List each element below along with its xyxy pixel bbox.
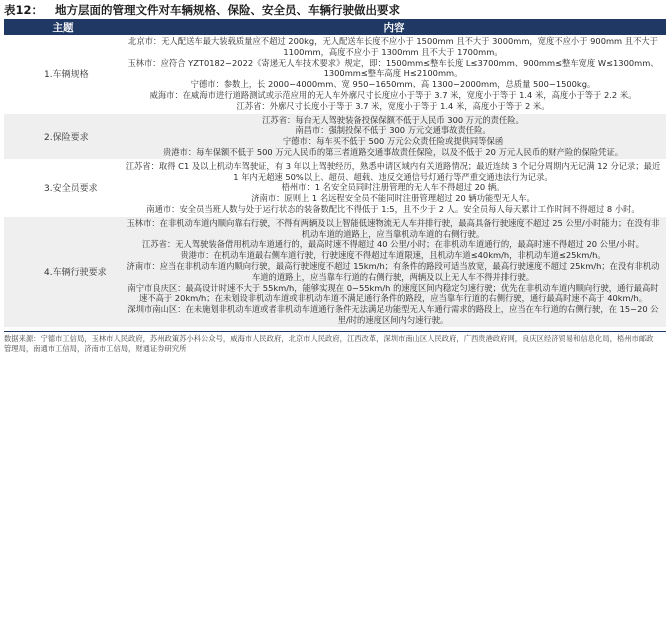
content-cell — [122, 113, 666, 159]
table-row-vehicle-specs — [4, 35, 666, 113]
entry-ningde: 宁德市：每车买不低于 500 万元公众责任险或提供同等保函 — [282, 136, 504, 147]
entry-jinan: 济南市：原则上 1 名远程安全员不能同时注册管理超过 20 辆功能型无人车。 — [251, 193, 535, 204]
requirements-table — [4, 21, 666, 328]
header-topic: 主题 — [4, 21, 122, 35]
data-source-note: 数据来源：宁德市工信局，玉林市人民政府，苏州政策苏小科公众号，威海市人民政府，北京市人民政府，江西改革，深圳市南山区人民政府，广西贵港政府网，良庆区经济贸易和信息化局，梧州市邮政管理局，南通市工信局，济南市工信局，财通证券研究所 — [4, 331, 666, 354]
table-number: 表12： — [4, 3, 44, 17]
entry-nanning-liangqing: 南宁市良庆区：最高设计时速不大于 55km/h，能够实现在 0−55km/h 的速度区间内稳定匀速行驶；优先在非机动车道内顺向行驶，通行最高时速不高于 20km/h；在未划设非机动车道或非机动车道不满足通行条件的路段，应当靠车行道的右侧行驶，通行最高时速不高于 40km/h。 — [127, 282, 659, 304]
entry-jiangsu: 江苏省：外廓尺寸长度小于等于 3.7 米，宽度小于等于 1.4 米，高度小于等于 2 米。 — [236, 100, 550, 111]
topic-cell: 4.车辆行驶要求 — [4, 216, 122, 327]
entry-weihai: 威海市：在威海市进行道路测试或示范应用的无人车外廓尺寸长度应小于等于 3.7 米，宽度小于等于 1.4 米，高度小于等于 2.2 米。 — [149, 89, 637, 100]
entry-guigang: 贵港市：在机动车道最右侧车道行驶，行驶速度不得超过车道限速，且机动车道≤40km/h，非机动车道≤25km/h。 — [180, 250, 606, 261]
topic-cell: 2.保险要求 — [4, 113, 122, 159]
topic-cell: 1.车辆规格 — [4, 35, 122, 113]
table-header-row — [4, 21, 666, 35]
table-row-driving — [4, 216, 666, 327]
entry-yulin: 玉林市：应符合 YZT0182−2022《寄递无人车技术要求》规定，即：1500mm≤整车长度 L≤3700mm、900mm≤整车宽度 W≤1300mm、1300mm≤整车高度 H≤2100mm。 — [127, 57, 659, 79]
content-cell — [122, 159, 666, 216]
table-caption — [4, 2, 666, 18]
table-title: 地方层面的管理文件对车辆规格、保险、安全员、车辆行驶做出要求 — [55, 3, 401, 17]
entry-beijing: 北京市：无人配送车最大装载质量应不超过 200kg，无人配送车长度不应小于 1500mm 且不大于 3000mm，宽度不应小于 900mm 且不大于 1100mm，高度不应小于 1300mm 且不大于 1700mm。 — [128, 36, 658, 57]
entry-jiangsu: 江苏省：取得 C1 及以上机动车驾驶证，有 3 年以上驾驶经历，熟悉申请区域内有关道路情况；最近连续 3 个记分周期内无记满 12 分记录；最近 1 年内无超速 50%以上、超员、超载、违反交通信号灯通行等严重交通违法行为记录。 — [125, 160, 661, 182]
entry-jiangsu: 江苏省：每台无人驾驶装备投保保额不低于人民币 300 万元的责任险。 — [262, 114, 524, 125]
topic-cell: 3.安全员要求 — [4, 159, 122, 216]
entry-shenzhen-nanshan: 深圳市南山区：在未施划非机动车道或者非机动车道通行条件无法满足功能型无人车通行需求的路段上，应当在车行道的右侧行驶，在 15−20 公里/时的速度区间内匀速行驶。 — [127, 304, 659, 325]
entry-wuzhou: 梧州市：1 名安全员同时注册管理的无人车不得超过 20 辆。 — [281, 182, 505, 193]
content-cell — [122, 216, 666, 327]
entry-nanchang: 南昌市：强制投保不低于 300 万元交通事故责任险。 — [295, 125, 491, 136]
entry-jinan: 济南市：应当在非机动车道内顺向行驶，最高行驶速度不超过 15km/h；有条件的路段可适当放宽，最高行驶速度不超过 25km/h；在没有非机动车道的道路上，应当靠车行道的右侧行驶，两辆及以上无人车不得并排行驶。 — [126, 260, 660, 282]
entry-guigang: 贵港市：每车保额不低于 500 万元人民币的第三者道路交通事故责任保险，以及不低于 20 万元人民币的财产险的保险凭证。 — [162, 146, 624, 157]
entry-ningde: 宁德市：参数上，长 2000−4000mm、宽 950−1650mm、高 1300−2000mm，总质量 500−1500kg。 — [190, 79, 596, 90]
header-content: 内容 — [122, 21, 666, 35]
table-row-insurance — [4, 113, 666, 159]
entry-jiangsu: 江苏省：无人驾驶装备借用机动车道通行的，最高时速不得超过 40 公里/小时；在非机动车道通行的，最高时速不得超过 20 公里/小时。 — [142, 239, 644, 250]
entry-nantong: 南通市：安全员当班人数与处于运行状态的装备数配比不得低于 1:5，且不少于 2 人。安全员每人每天累计工作时间不得超过 8 小时。 — [146, 203, 640, 214]
content-cell — [122, 35, 666, 113]
table-row-safety-officer — [4, 159, 666, 216]
entry-yulin: 玉林市：在非机动车道内顺向靠右行驶，不得有两辆及以上智能低速物流无人车并排行驶，最高具备行驶速度不超过 25 公里/小时能力；在没有非机动车道的道路上，应当靠机动车道的右侧行驶。 — [126, 217, 660, 239]
